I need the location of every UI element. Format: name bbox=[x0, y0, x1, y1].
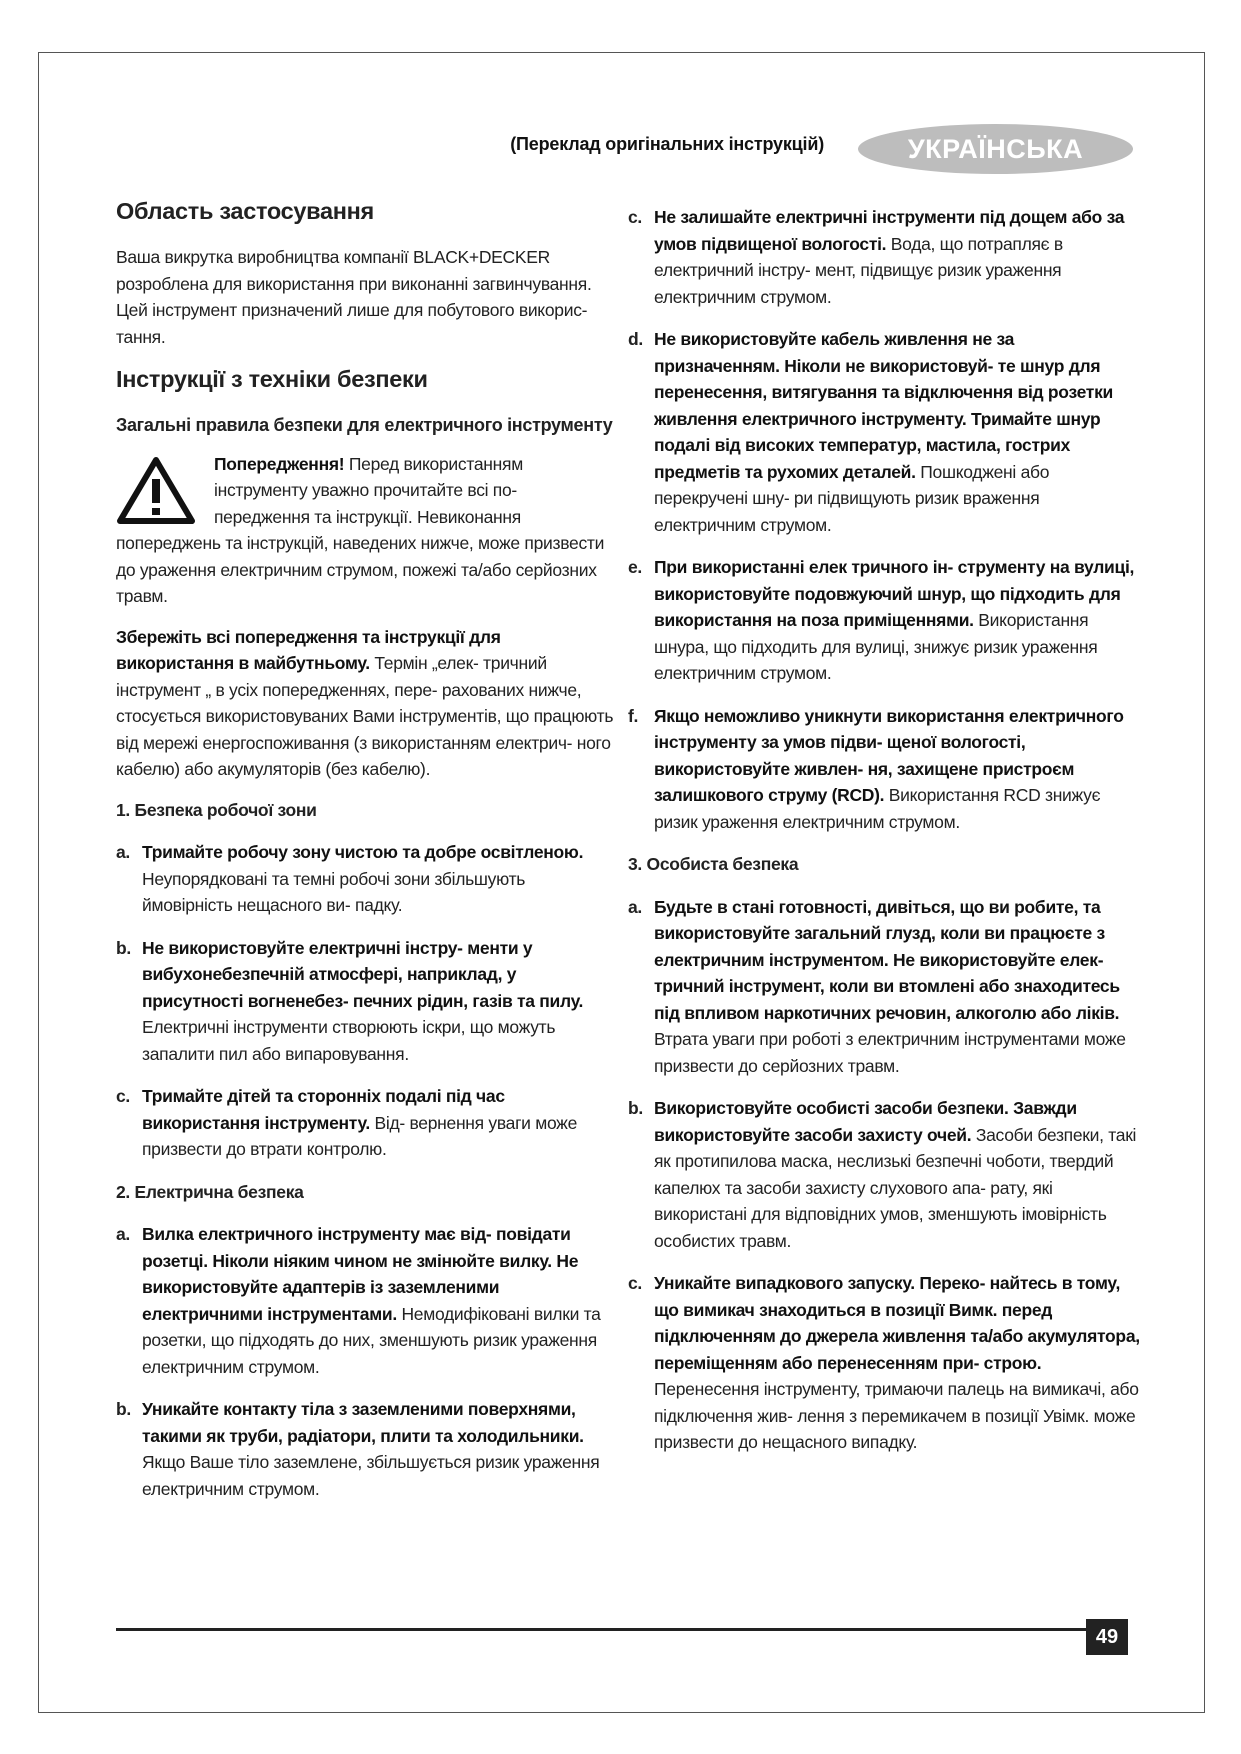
page-number: 49 bbox=[1086, 1619, 1128, 1655]
warning-block bbox=[116, 451, 616, 610]
section-personal-safety: 3. Особиста безпека bbox=[628, 854, 799, 874]
section-work-area: 1. Безпека робочої зони bbox=[116, 799, 317, 820]
heading-scope: Область застосування bbox=[116, 198, 374, 224]
item-label: f. bbox=[628, 705, 639, 726]
item-label: e. bbox=[628, 557, 642, 577]
warning-label: Попередження! bbox=[214, 453, 345, 474]
item-label: c. bbox=[628, 1273, 642, 1293]
item-label: c. bbox=[628, 207, 642, 227]
item-text: Пошкоджені або перекручені шну- ри підвищують ризик враження електричним струмом. bbox=[654, 461, 1050, 535]
scope-paragraph: Ваша викрутка виробництва компанії BLACK+DECKER розроблена для використання при виконанні загвинчування. Цей інструмент призначений лише для побутового викорис- тання. bbox=[116, 247, 592, 347]
item-text: Якщо Ваше тіло заземлене, збільшується ризик ураження електричним струмом. bbox=[142, 1452, 600, 1499]
save-instructions-bold: Збережіть всі попередження та інструкції для використання в майбутньому. bbox=[116, 626, 501, 673]
item-bold: При використанні елек тричного ін- струменту на вулиці, використовуйте подовжуючий шнур, що підходить для використання на поза приміщеннями. bbox=[654, 557, 1135, 630]
item-label: b. bbox=[116, 937, 131, 958]
item-bold: Не залишайте електричні інструменти під дощем або за умов підвищеної вологості. bbox=[654, 207, 1125, 254]
list-item bbox=[628, 703, 1140, 836]
heading-general-rules: Загальні правила безпеки для електричного інструменту bbox=[116, 415, 613, 435]
heading-safety: Інструкції з техніки безпеки bbox=[116, 366, 428, 392]
item-text: Електричні інструменти створюють іскри, що можуть запалити пил або випаровування. bbox=[142, 1017, 556, 1064]
list-item bbox=[628, 204, 1140, 310]
language-badge: УКРАЇНСЬКА bbox=[858, 124, 1133, 174]
item-text: Вода, що потрапляє в електричний інстру- мент, підвищує ризик ураження електричним струмом. bbox=[654, 233, 1063, 307]
item-text: Неупорядковані та темні робочі зони збільшують ймовірність нещасного ви- падку. bbox=[142, 868, 526, 915]
item-label: b. bbox=[628, 1098, 643, 1118]
item-label: a. bbox=[116, 842, 130, 862]
list-item bbox=[116, 1083, 616, 1163]
item-bold: Тримайте дітей та сторонніх подалі під час використання інструменту. bbox=[142, 1086, 505, 1133]
left-column bbox=[116, 196, 616, 1518]
item-text: Перенесення інструменту, тримаючи палець на вимикачі, або підключення жив- лення з перемикачем в позиції Увімк. може призвести до нещасного випадку. bbox=[654, 1379, 1139, 1452]
item-label: a. bbox=[628, 896, 642, 917]
list-item bbox=[116, 1221, 616, 1380]
footer-rule bbox=[116, 1628, 1086, 1631]
list-item bbox=[628, 326, 1140, 538]
right-column bbox=[628, 204, 1140, 1472]
item-label: b. bbox=[116, 1399, 131, 1419]
item-bold: Тримайте робочу зону чистою та добре освітленою. bbox=[142, 842, 584, 862]
save-instructions-paragraph bbox=[116, 624, 616, 783]
item-bold: Уникайте контакту тіла з заземленими поверхнями, такими як труби, радіатори, плити та холодильники. bbox=[142, 1399, 584, 1446]
list-item bbox=[116, 839, 616, 919]
item-text: Втрата уваги при роботі з електричним інструментами може призвести до серйозних травм. bbox=[654, 1029, 1126, 1076]
item-bold: Використовуйте особисті засоби безпеки. Завжди використовуйте засоби захисту очей. bbox=[654, 1098, 1077, 1145]
item-text: Використання RCD знижує ризик ураження електричним струмом. bbox=[654, 785, 1101, 832]
list-item bbox=[628, 1270, 1140, 1456]
item-text: Засоби безпеки, такі як протипилова маска, неслизькі безпечні чоботи, твердий капелюх та засоби захисту слухового апа- рату, які використані для відповідних умов, зменшують імовірність особистих травм. bbox=[654, 1124, 1137, 1251]
warning-triangle-icon bbox=[116, 455, 196, 525]
item-bold: Будьте в стані готовності, дивіться, що ви робите, та використовуйте загальний глузд, коли ви працюєте з електричним інструментом. Не використовуйте елек- тричний інструмент, коли ви втомлені або знаходитесь під впливом наркотичних речовин, алкоголю або ліків. bbox=[654, 896, 1120, 1023]
item-label: d. bbox=[628, 329, 643, 349]
list-item bbox=[628, 894, 1140, 1080]
item-text: Використання шнура, що підходить для вулиці, знижує ризик ураження електричним струмом. bbox=[654, 610, 1098, 683]
item-bold: Якщо неможливо уникнути використання електричного інструменту за умов підви- щеної вологості, використовуйте живлен- ня, захищене пристроєм залишкового струму (RCD). bbox=[654, 705, 1124, 805]
translation-note: (Переклад оригінальних інструкцій) bbox=[510, 134, 824, 154]
item-text: Від- вернення уваги може призвести до втрати контролю. bbox=[142, 1112, 578, 1159]
item-label: c. bbox=[116, 1086, 130, 1106]
item-text: Немодифіковані вилки та розетки, що підходять до них, зменшують ризик ураження електричним струмом. bbox=[142, 1303, 601, 1377]
list-item bbox=[116, 935, 616, 1068]
item-label: a. bbox=[116, 1224, 130, 1244]
section-electrical-safety: 2. Електрична безпека bbox=[116, 1181, 304, 1202]
item-bold: Вилка електричного інструменту має від- повідати розетці. Ніколи ніяким чином не змінюйте вилку. Не використовуйте адаптерів із заземленими електричними інструментами. bbox=[142, 1224, 579, 1324]
item-bold: Не використовуйте електричні інстру- менти у вибухонебезпечній атмосфері, наприклад, у присутності вогненебез- печних рідин, газів та пилу. bbox=[142, 937, 584, 1011]
list-item bbox=[628, 1095, 1140, 1254]
list-item bbox=[628, 554, 1140, 687]
item-bold: Уникайте випадкового запуску. Переко- найтесь в тому, що вимикач знаходиться в позиції Вимк. перед підключенням до джерела живлення та/або акумулятора, переміщенням або перенесенням при- строю. bbox=[654, 1273, 1140, 1373]
warning-text: Перед використанням інструменту уважно прочитайте всі по- передження та інструкції. Невиконання попереджень та інструкцій, наведених нижче, може призвести до ураження електричним струмом, пожежі та/або серйозних травм. bbox=[116, 453, 605, 606]
save-instructions-text: Термін „елек- тричний інструмент „ в усіх попередженнях, пере- рахованих нижче, стосується використовуваних Вами інструментів, що працюють від мережі енергоспоживання (з використанням електрич- ного кабелю) або акумуляторів (без кабелю). bbox=[116, 653, 614, 779]
list-item bbox=[116, 1396, 616, 1502]
item-bold: Не використовуйте кабель живлення не за призначенням. Ніколи не використовуй- те шнур для перенесення, витягування та відключення від розетки живлення електричного інструменту. Тримайте шнур подалі від високих температур, мастила, гострих предметів та рухомих деталей. bbox=[654, 329, 1113, 482]
